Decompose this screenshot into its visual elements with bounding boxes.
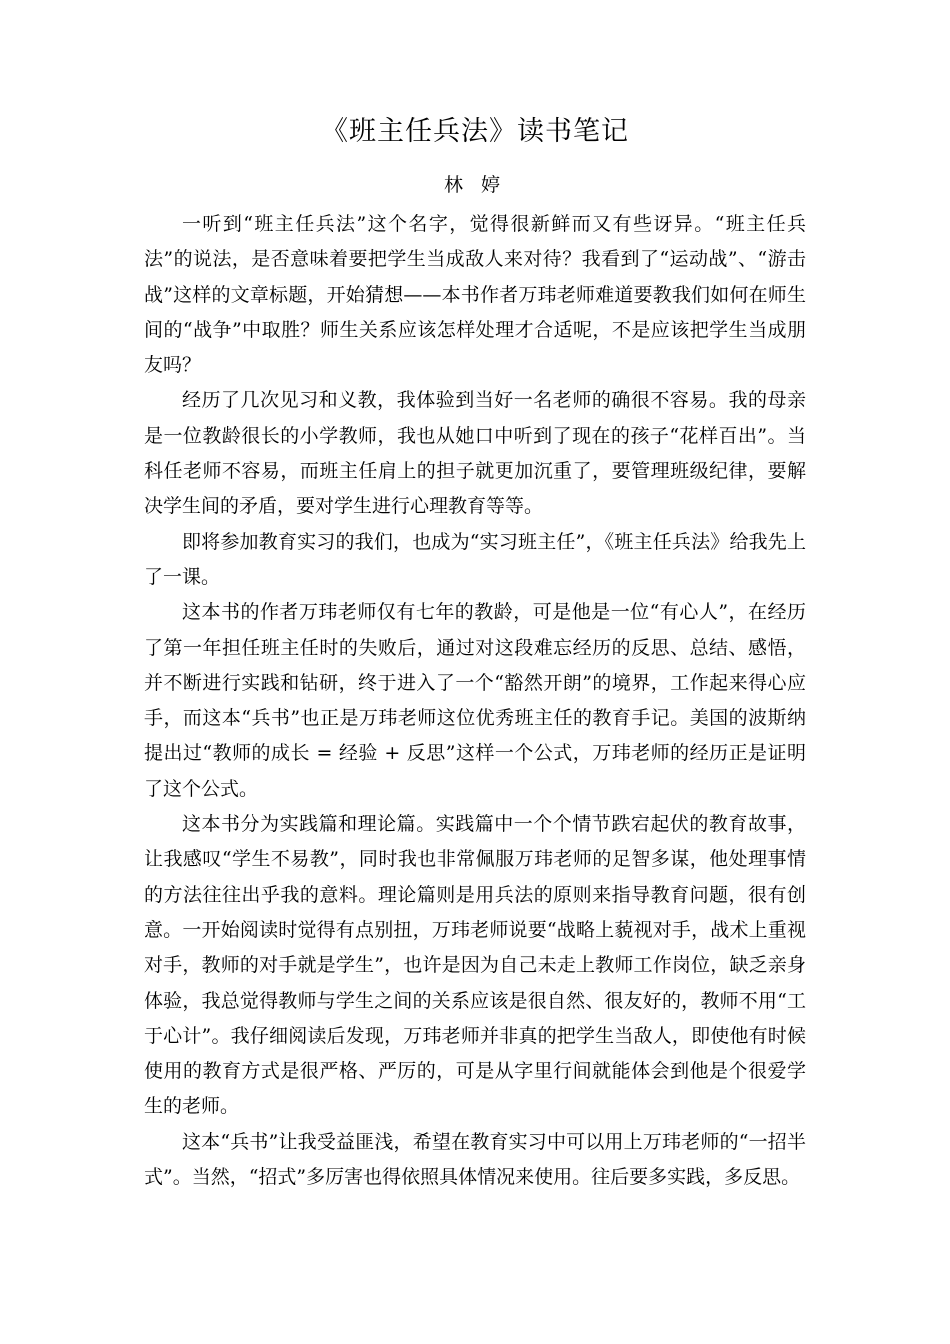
paragraph: 这本书分为实践篇和理论篇。实践篇中一个个情节跌宕起伏的教育故事，让我感叹“学生不易教”，同时我也非常佩服万玮老师的足智多谋，他处理事情的方法往往出乎我的意料。理论篇则是用兵法的原则来指导教育问题，很有创意。一开始阅读时觉得有点别扭，万玮老师说要“战略上藐视对手，战术上重视对手，教师的对手就是学生”，也许是因为自己未走上教师工作岗位，缺乏亲身体验，我总觉得教师与学生之间的关系应该是很自然、很友好的，教师不用“工于心计”。我仔细阅读后发现，万玮老师并非真的把学生当敌人，即使他有时候使用的教育方式是很严格、严厉的，可是从字里行间就能体会到他是个很爱学生的老师。 xyxy=(144,813,806,1118)
paragraph: 这本书的作者万玮老师仅有七年的教龄，可是他是一位“有心人”，在经历了第一年担任班主任时的失败后，通过对这段难忘经历的反思、总结、感悟，并不断进行实践和钻研，终于进入了一个“豁然开朗”的境界，工作起来得心应手，而这本“兵书”也正是万玮老师这位优秀班主任的教育手记。美国的波斯纳提出过“教师的成长 = 经验 + 反思”这样一个公式，万玮老师的经历正是证明了这个公式。 xyxy=(144,601,806,800)
document-author: 林 婷 xyxy=(443,174,507,196)
paragraph: 经历了几次见习和义教，我体验到当好一名老师的确很不容易。我的母亲是一位教龄很长的小学教师，我也从她口中听到了现在的孩子“花样百出”。当科任老师不容易，而班主任肩上的担子就更加沉重了，要管理班级纪律，要解决学生间的矛盾，要对学生进行心理教育等等。 xyxy=(144,389,806,518)
paragraph: 即将参加教育实习的我们，也成为“实习班主任”，《班主任兵法》给我先上了一课。 xyxy=(144,530,806,588)
document-body xyxy=(144,207,806,1195)
paragraph: 一听到“班主任兵法”这个名字，觉得很新鲜而又有些讶异。“班主任兵法”的说法，是否意味着要把学生当成敌人来对待？我看到了“运动战”、“游击战”这样的文章标题，开始猜想——本书作者万玮老师难道要教我们如何在师生间的“战争”中取胜？师生关系应该怎样处理才合适呢，不是应该把学生当成朋友吗？ xyxy=(144,213,806,377)
paragraph: 这本“兵书”让我受益匪浅，希望在教育实习中可以用上万玮老师的“一招半式”。当然，“招式”多厉害也得依照具体情况来使用。往后要多实践，多反思。 xyxy=(144,1130,806,1189)
document-title: 《班主任兵法》读书笔记 xyxy=(321,116,629,147)
